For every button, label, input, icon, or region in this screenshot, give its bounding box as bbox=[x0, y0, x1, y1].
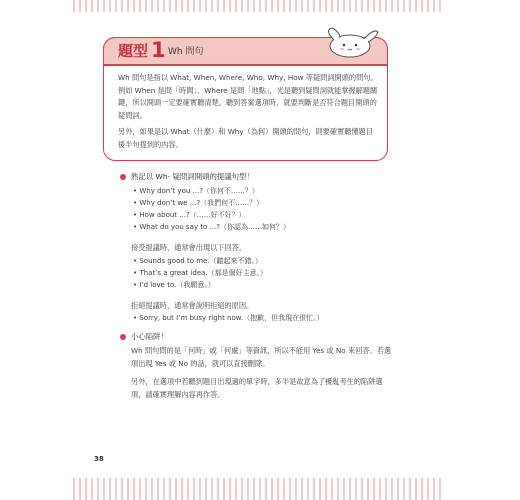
section2-title: 小心陷阱！ bbox=[131, 332, 168, 341]
topic-label: 題型 bbox=[118, 42, 149, 60]
section2-paragraph-1: Wh 問句問的是「何時」或「何處」等資訊，所以不能用 Yes 或 No 來回答。若選項出現 Yes 或 No 的話，就可以直接刪除。 bbox=[131, 346, 392, 368]
top-stripe-decoration bbox=[73, 0, 444, 12]
bottom-stripe-decoration bbox=[73, 478, 444, 500]
accept-title: 接受提議時，通常會出現以下回答。 bbox=[131, 243, 247, 252]
list-item: • Why don’t we ...?（我們何不……？） bbox=[133, 199, 264, 207]
section2-paragraph-2: 另外，在選項中若聽到題目出現過的單字時，多半是故意為了擾亂考生的陷阱選項，請確實理解內容再作答。 bbox=[131, 377, 383, 399]
list-item: • Sorry, but I’m busy right now.（抱歉，但我現在很忙。） bbox=[133, 314, 324, 322]
topic-title: Wh 問句 bbox=[168, 47, 204, 57]
list-item: • I’d love to.（我願意。） bbox=[133, 281, 215, 289]
reject-title: 拒絕提議時，通常會說明拒絕的原因。 bbox=[131, 301, 254, 310]
list-item: • Why don’t you ...?（你何不……？） bbox=[133, 187, 259, 195]
bunny-icon bbox=[320, 26, 382, 60]
section1-title: 熟記以 Wh- 疑問詞開頭的提議句型！ bbox=[131, 172, 254, 181]
section-bullet-icon bbox=[120, 174, 126, 180]
list-item: • How about ...?（……好不好？） bbox=[133, 211, 246, 219]
topic-paragraph-1: Wh 問句是指以 What, When, Where, Who, Why, How 等疑問詞開頭的問句。例如 When 是問「時間」、Where 是問「地點」，光是聽到疑問詞就能掌握解題關鍵，所以開頭一定要確實聽清楚。聽到答案選項時，就要判斷是否符合題目開頭的疑問詞。 bbox=[118, 73, 378, 120]
page-number: 38 bbox=[94, 455, 104, 463]
header-divider bbox=[103, 64, 388, 66]
topic-number: 1 bbox=[151, 38, 166, 62]
list-item: • What do you say to ...?（你認為……如何？） bbox=[133, 223, 290, 231]
section-bullet-icon bbox=[120, 334, 126, 340]
topic-paragraph-2: 另外，如果是以 What（什麼）和 Why（為何）開頭的問句，則要確實聽懂題目後半句提到的內容。 bbox=[118, 127, 373, 149]
list-item: • That’s a great idea.（那是個好主意。） bbox=[133, 269, 268, 277]
list-item: • Sounds good to me.（聽起來不錯。） bbox=[133, 257, 263, 265]
